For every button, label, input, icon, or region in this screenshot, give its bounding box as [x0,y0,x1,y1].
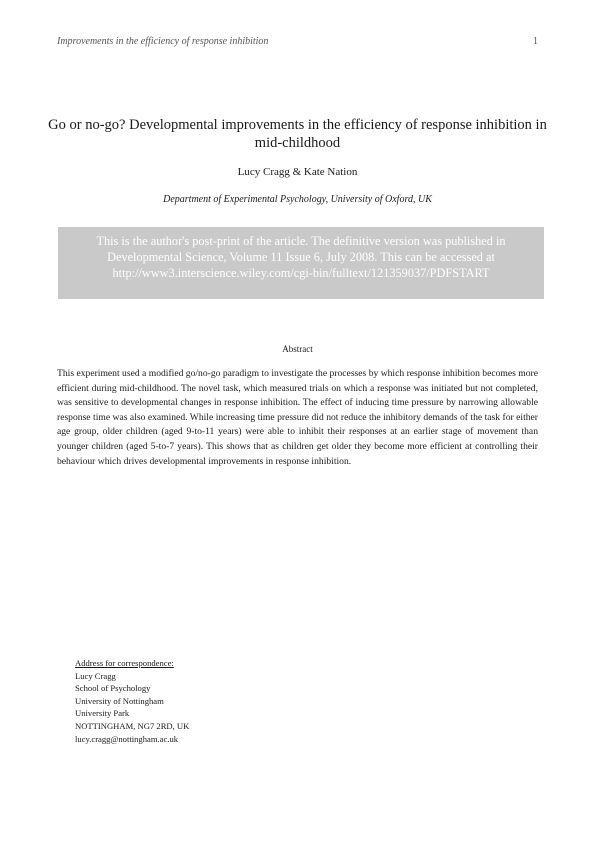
correspondence-line-university: University of Nottingham [75,695,164,706]
correspondence-line-name: Lucy Cragg [75,670,116,681]
paper-affiliation: Department of Experimental Psychology, University of Oxford, UK [163,194,432,205]
correspondence-line-campus: University Park [75,708,130,719]
correspondence-line-city: NOTTINGHAM, NG7 2RD, UK [75,720,190,731]
correspondence-line-school: School of Psychology [75,683,151,694]
page-number: 1 [533,36,538,47]
postprint-notice [58,227,544,299]
abstract-body: This experiment used a modified go/no-go paradigm to investigate the processes by which response inhibition becomes more efficient during mid-childhood. The novel task, which measured trials on which a response was initiated but not completed, was sensitive to developmental changes in response inhibition. The effect of inducing time pressure by narrowing allowable response time was also examined. While increasing time pressure did not reduce the inhibitory demands of the task for either age group, older children (aged 9-to-11 years) were able to inhibit their responses at an earlier stage of movement than younger children (aged 5-to-7 years). This shows that as children get older they become more efficient at controlling their behaviour which drives developmental improvements in response inhibition. [57,368,538,467]
running-head-title: Improvements in the efficiency of response inhibition [57,36,269,47]
correspondence-heading: Address for correspondence: [75,658,174,668]
running-head [57,36,538,47]
correspondence-address [75,657,189,745]
paper-authors: Lucy Cragg & Kate Nation [237,166,358,178]
correspondence-email[interactable]: lucy.cragg@nottingham.ac.uk [75,733,179,744]
abstract-heading: Abstract [282,344,313,354]
postprint-notice-text: This is the author's post-print of the article. The definitive version was published in Developmental Science, Volume 11 Issue 6, July 2008. This can be accessed at http://www3.interscience.wiley.com/cgi-bin/fulltext/121359037/PDFSTART [96,234,506,280]
paper-title: Go or no-go? Developmental improvements in the efficiency of response inhibition in mid-childhood [48,117,547,151]
